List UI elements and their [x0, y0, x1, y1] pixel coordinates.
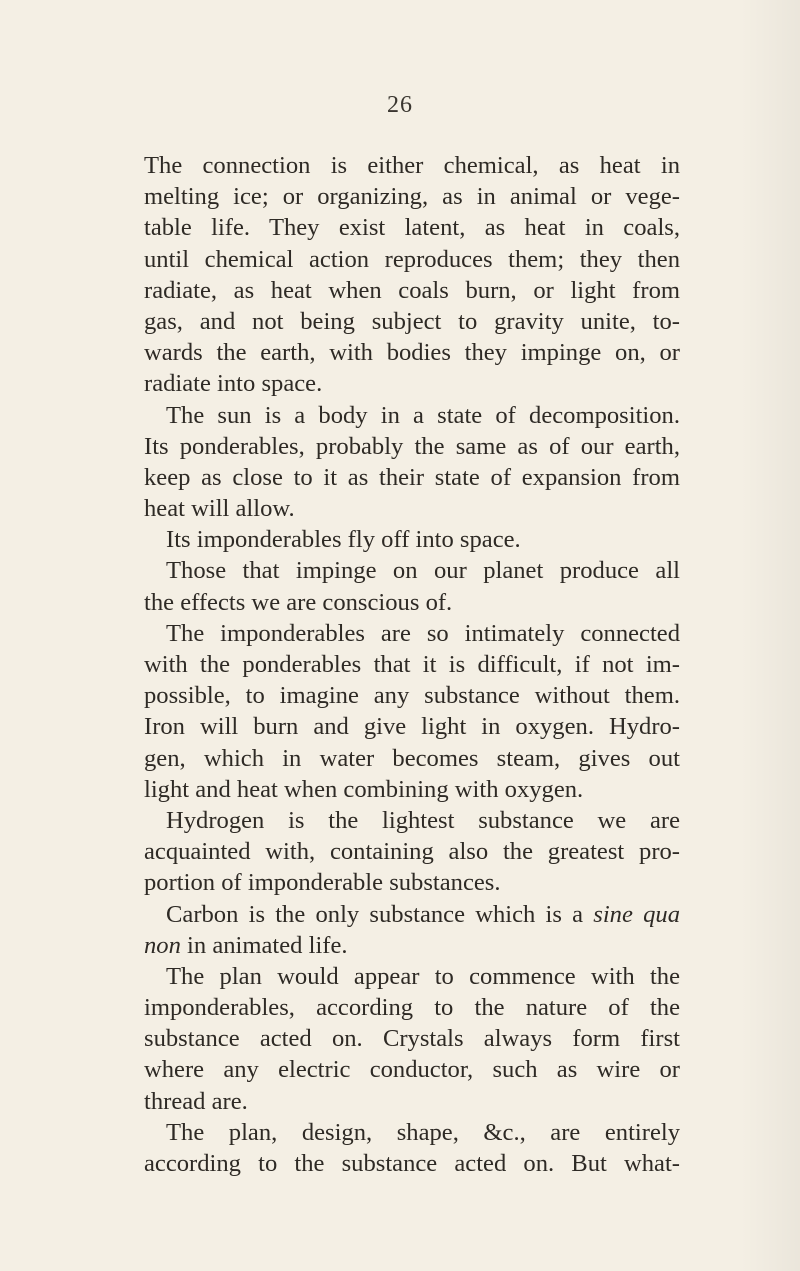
text-line: Iron will burn and give light in oxygen. Hydro- — [144, 713, 680, 741]
text-line: keep as close to it as their state of expansion from — [144, 463, 680, 491]
text-line: radiate into space. — [144, 370, 323, 398]
text-line: with the ponderables that it is difficult, if not im- — [144, 651, 680, 678]
text-line: portion of imponderable substances. — [144, 869, 501, 897]
text-line: melting ice; or organizing, as in animal or vege- — [144, 183, 680, 211]
text-line-part: in animated life. — [187, 931, 348, 959]
text-line: the effects we are conscious of. — [144, 588, 453, 616]
text-line: The imponderables are so intimately connected — [166, 619, 680, 647]
text-line: imponderables, according to the nature of the — [144, 994, 680, 1022]
text-line: according to the substance acted on. But what- — [144, 1150, 680, 1177]
text-line: Its imponderables fly off into space. — [166, 526, 521, 554]
body-text — [144, 150, 680, 1179]
text-line: wards the earth, with bodies they impinge on, or — [144, 339, 680, 367]
text-line — [144, 930, 680, 961]
italic-phrase: non — [144, 931, 181, 959]
text-line: radiate, as heat when coals burn, or light from — [144, 276, 680, 304]
text-line: gen, which in water becomes steam, gives out — [144, 744, 680, 772]
italic-phrase: sine qua — [593, 900, 680, 928]
text-line: The connection is either chemical, as heat in — [144, 152, 680, 179]
text-line: light and heat when combining with oxygen. — [144, 775, 584, 803]
text-line: Hydrogen is the lightest substance we are — [166, 806, 680, 834]
text-line: substance acted on. Crystals always form first — [144, 1025, 680, 1053]
page-edge-shadow — [740, 0, 800, 1271]
text-line: where any electric conductor, such as wire or — [144, 1056, 680, 1084]
text-line: table life. They exist latent, as heat in coals, — [144, 214, 680, 242]
text-line: Its ponderables, probably the same as of our earth, — [144, 432, 680, 460]
text-line: possible, to imagine any substance without them. — [144, 682, 680, 710]
text-line: The sun is a body in a state of decomposition. — [166, 401, 680, 429]
text-line: Those that impinge on our planet produce all — [166, 557, 680, 585]
text-line: gas, and not being subject to gravity unite, to- — [144, 307, 680, 335]
text-line: until chemical action reproduces them; they then — [144, 245, 680, 273]
text-line — [144, 899, 680, 930]
text-line: heat will allow. — [144, 495, 295, 523]
text-line: acquainted with, containing also the greatest pro- — [144, 838, 680, 866]
text-line: The plan, design, shape, &c., are entirely — [166, 1118, 680, 1146]
text-line: The plan would appear to commence with the — [166, 962, 680, 990]
page-number: 26 — [387, 92, 413, 118]
text-line-part: Carbon is the only substance which is a — [166, 900, 584, 928]
text-line: thread are. — [144, 1087, 248, 1115]
